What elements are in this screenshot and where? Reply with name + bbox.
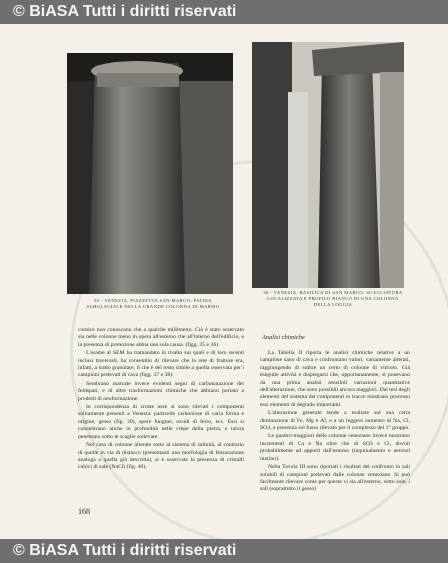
column-photo-left — [67, 53, 233, 294]
watermark-text-bottom: © BiASA Tutti i diritti riservati — [13, 542, 237, 559]
figure-caption-left: 35 - VENEZIA, PIAZZETTA SAN MARCO: PATINA SUBGLACIALE NELLA GRANDE COLONNA DI MARMO — [86, 298, 220, 309]
right-text-column — [260, 350, 410, 494]
watermark-bar-top — [0, 0, 448, 24]
paragraph: In corrispondenza di croste nere si sono rilevati i componenti solitamente presenti a Venezia: particelle carboniose di varia forma e origine, gesso (fig. 39), spore fungine, ossidi di ferro, ecc. Essi si concentrano anche in profondità nelle crepe della pietra, e talora penetrano sotto le scaglie sollevate. — [78, 404, 244, 440]
paragraph: L'alterazione generale tende a esaltare sul una certa diminuzione di Fe, Mg e Al, e a un leggero aumento di Na, Cl, SO4, e presenza sul fusso rilevato per il complesso del 1° gruppo. — [260, 410, 410, 432]
paragraph: Nel caso di colonne alterate sotto al sistema di salinità, al contrario di quelle in via di distacco (presentanti una morfologia di fessurazione analoga a quella già descritta), si è osservata la presenza di cristalli cubici di sale (NaCl) (fig. 40). — [78, 442, 244, 471]
paragraph: Le quattro-maggiori delle colonne veneziane invece mostrano incrementi di Ca e Na oltre che di SO3 e Cl, dovuti probabilmente ad apporti dall'esterno (inquinamento e aerosol marino). — [260, 433, 410, 462]
figure-right-photo — [252, 42, 404, 288]
paragraph: cornice non conoscono che a qualche millimetro. Ciò è stato osservato sia nelle colonne meno in opera all'esterno che all'interno dell'edificio, e la presenza di protezione abbia una sola causa. (figg. 35 e 36). — [78, 327, 244, 348]
paragraph: Sembrano marcate invece evidenti segni di carbonatazione dei feldspati, e di altre trasformazioni chimiche che abbiano portato a prodotti di neoformazione. — [78, 380, 244, 402]
watermark-text-top: © BiASA Tutti i diritti riservati — [13, 3, 237, 20]
paragraph: L'esame al SEM ha tramandato in risalto sui quali e di loro recenti inclusi traversali, ha consentito di rilevare che la rete di fratture era, infatti, a tratto granulare, il che è del resto simile a quella osservata per i campioni prelevati di cava (figg. 37 e 38). — [78, 350, 244, 379]
figure-caption-right: 36 - VENEZIA, BASILICA DI SAN MARCO: SCAGLIATURA LOCALIZZATA E PROFILO BIANCO DI UNA COLONNA DELLA LOGGIA — [263, 290, 403, 307]
watermark-bar-bottom — [0, 539, 448, 563]
figure-left-photo — [67, 53, 233, 294]
paragraph: La Tabella II riporta le analisi chimiche relative a un campione sano di cava e confrontano valori, variamente alterati, raggiungendo di subire un certo di colonne di vitriolo. Già eseguite attività e dispiegarsi che, opportunamente, si ponevano da una prima analisi sensibili variazioni quantitative dell'alterazione, che sono possibili ancora maggiori. Dal test degli elementi del sistema dei componenti in tracce mostrano processo essi elementi di degrado importanti. — [260, 350, 410, 408]
page-number: 168 — [78, 507, 90, 516]
section-heading: Analisi chimiche — [262, 334, 305, 341]
left-text-column — [78, 327, 244, 472]
column-photo-right — [252, 42, 404, 288]
paragraph: Nella Tavola III sono riportati i risultati del confronto in sali solubili di campioni prelevati dalle colonne veneziane. Si può facilmente rilevare come per queste vi sia all'esterno, sotto sole, i sali (soprattutto il gesso) — [260, 464, 410, 493]
